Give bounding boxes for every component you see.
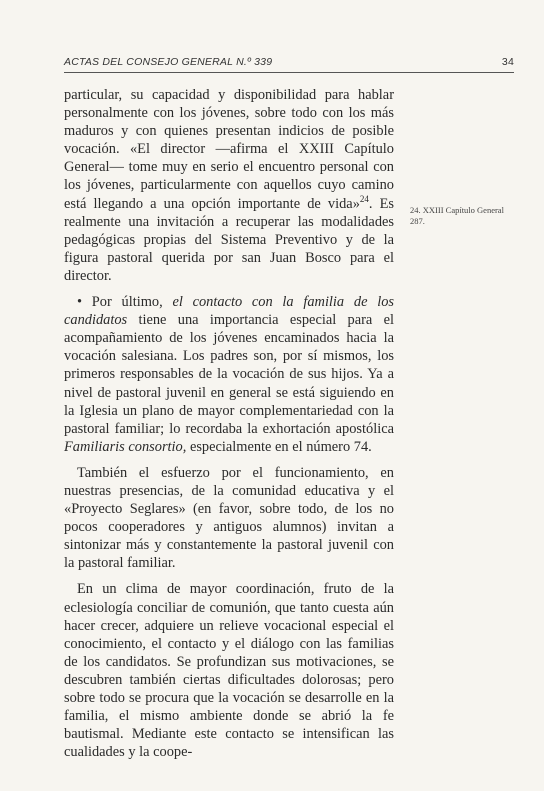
running-header [64,56,514,68]
footnote-reference: 24 [359,193,369,204]
italic-phrase: el contacto con la familia de los candidatos [64,294,394,329]
paragraph-3: También el esfuerzo por el funcionamiento, en nuestras presencias, de la comunidad educativa y el «Proyecto Seglares» (en favor, sobre todo, de los no pocos cooperadores y antiguos alumnos) invitan a sintonizar más y constantemente la pastoral juvenil con la pastoral familiar. [64,464,394,572]
running-title: ACTAS DEL CONSEJO GENERAL N.º 339 [64,56,273,68]
paragraph-2: • Por último, el contacto con la familia de los candidatos tiene una importancia especial para el acompañamiento de los jóvenes encaminados hacia la vocación salesiana. Los padres son, por sí mismos, los primeros responsables de la vocación de sus hijos. Ya a nivel de pastoral juvenil en general se está siguiendo en la Iglesia un plano de mayor complementariedad con la pastoral familiar; lo recordaba la exhortación apostólica Familiaris consortio, especialmente en el número 74. [64,294,394,455]
header-rule [64,72,514,73]
paragraph-4: En un clima de mayor coordinación, fruto de la eclesiología conciliar de comunión, que tanto cuesta aún hacer crecer, adquiere un relieve vocacional especial el conocimiento, el contacto y el diálogo con las familias de los candidatos. Se profundizan sus motivaciones, se descubren también ciertas dificultades dolorosas; pero sobre todo se procura que la vocación se desarrolle en la familia, el mismo ambiente donde se abrió la fe bautismal. Mediante este contacto se intensifican las cualidades y la coope- [64,581,394,761]
italic-title: Familiaris consortio, [64,438,187,455]
paragraph-1: particular, su capacidad y disponibilidad para hablar personalmente con los jóvenes, sobre todo con los más maduros y con quienes presentan indicios de posible vocación. «El director —afirma el XXIII Capítulo General— tome muy en serio el encuentro personal con los jóvenes, particularmente con aquellos cuyo camino está llegando a una opción importante de vida»$^{24}$. Es realmente una invitación a recuperar las modalidades pedagógicas propias del Sistema Preventivo y de la figura pastoral querida por san Juan Bosco para el director. [64,87,394,284]
body-text [64,86,394,769]
page-number: 34 [501,56,514,68]
bullet-mark: • [77,294,83,311]
margin-footnote: 24. XXIII Capítulo General 287. [410,205,504,226]
